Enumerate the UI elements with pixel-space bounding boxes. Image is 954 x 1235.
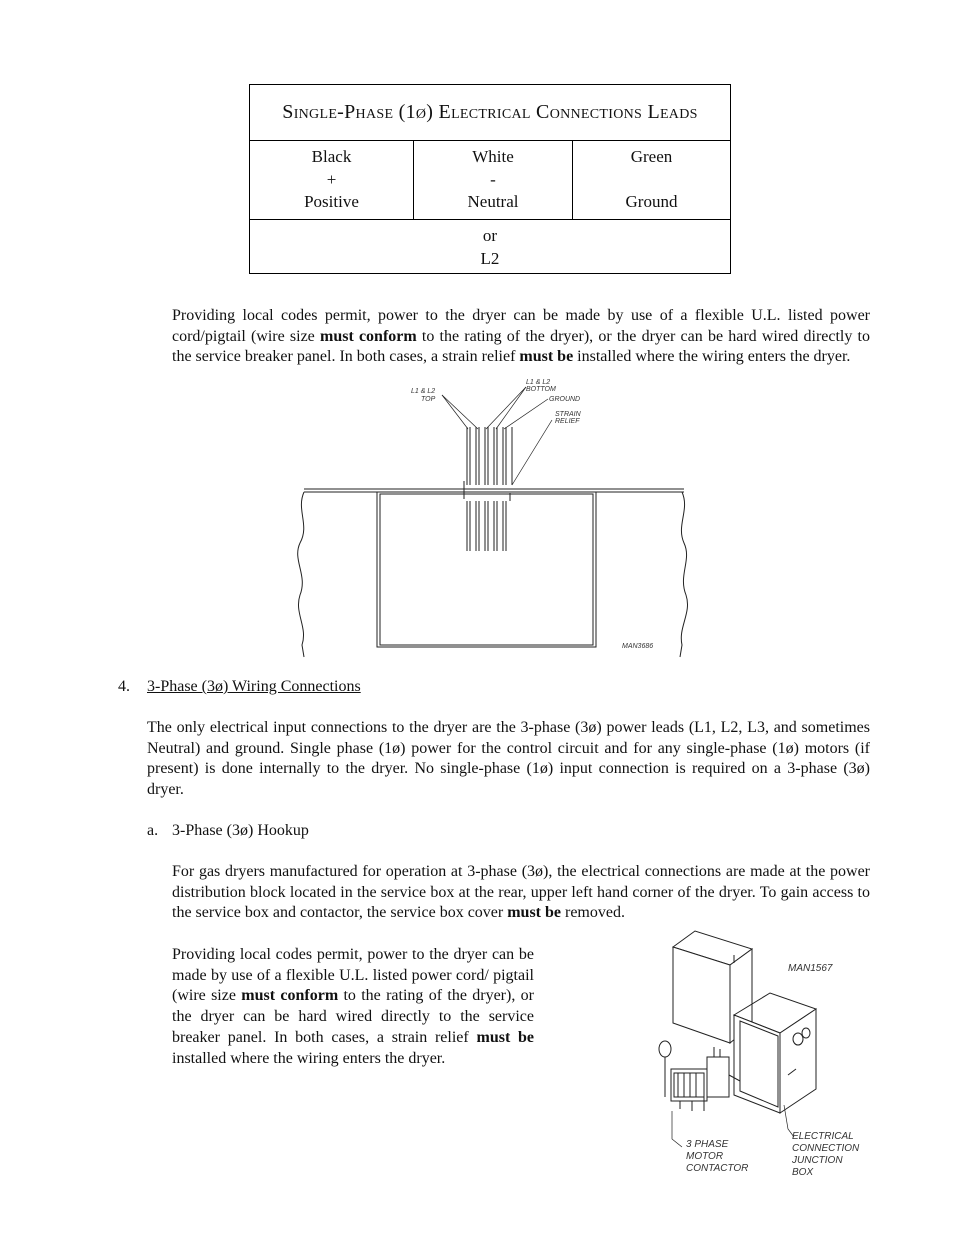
label-contactor: CONTACTOR bbox=[686, 1163, 749, 1174]
text-run: removed. bbox=[561, 904, 625, 922]
label-strain-relief: RELIEF bbox=[555, 418, 580, 425]
lead-meaning: Neutral bbox=[467, 192, 519, 211]
leads-table-title-cell bbox=[250, 85, 731, 141]
text-run: Providing local codes permit, power to the dryer can be made by use of a flexible U.L. listed power cord/ pigtail (wire size bbox=[172, 946, 534, 1005]
wires-below bbox=[467, 501, 506, 551]
power-cord-paragraph bbox=[172, 306, 870, 368]
leads-table-title: Single-Phase (1ø) Electrical Connections Leads bbox=[282, 100, 698, 123]
fastener bbox=[659, 1041, 671, 1057]
wiring-entry-diagram bbox=[290, 375, 690, 665]
hookup-paragraph bbox=[172, 862, 870, 924]
bold-run: must be bbox=[519, 348, 574, 366]
text-run: For gas dryers manufactured for operation at 3-phase (3ø), the electrical connections are made at the power distribution block located in the service box at the rear, upper left hand corner of the dryer. To gain access to the service box and contactor, the service box cover bbox=[172, 863, 870, 922]
service-box-diagram bbox=[650, 925, 870, 1180]
label-strain-relief: STRAIN bbox=[555, 411, 581, 418]
subsection-label: a. bbox=[147, 822, 159, 839]
leads-alt-l2: L2 bbox=[480, 248, 500, 268]
label-ground: GROUND bbox=[549, 396, 581, 403]
label-junction-box: JUNCTION bbox=[792, 1155, 843, 1166]
text-run: to the rating of the dryer), or the dryer can be hard wired directly to the service breaker panel. In both cases, a strain relief bbox=[172, 327, 871, 366]
lead-sign: - bbox=[490, 169, 496, 189]
lead-sign: + bbox=[326, 169, 337, 189]
lead-color: Black bbox=[311, 147, 352, 166]
access-panel-inner bbox=[380, 494, 593, 645]
left-break-edge bbox=[298, 492, 304, 657]
three-phase-paragraph: The only electrical input connections to the dryer are the 3-phase (3ø) power leads (L1, L2, L3, and sometimes Neutral) and ground. Single phase (1ø) power for the control circuit and for any single-phase (1ø) motors (if present) is done internally to the dryer. No single-phase (1ø) input connection is required on a 3-phase (3ø) dryer. bbox=[147, 719, 870, 799]
text-run: Providing local codes permit, power to the dryer can be made by use of a flexible U.L. listed power cord/pigtail (wire size bbox=[172, 307, 870, 345]
right-break-edge bbox=[680, 492, 688, 657]
bold-run: must conform bbox=[319, 327, 417, 345]
hookup-cord-paragraph bbox=[172, 945, 534, 1069]
lead-meaning: Ground bbox=[625, 192, 678, 211]
subsection-heading: 3-Phase (3ø) Hookup bbox=[172, 822, 309, 839]
label-l1l2-top: TOP bbox=[421, 396, 436, 403]
figure-code: MAN1567 bbox=[788, 963, 833, 974]
label-junction-box: BOX bbox=[792, 1167, 814, 1178]
wires-above bbox=[467, 427, 512, 485]
bold-run: must be bbox=[507, 904, 561, 922]
label-contactor: 3 PHASE bbox=[686, 1139, 729, 1150]
label-junction-box: CONNECTION bbox=[792, 1143, 860, 1154]
figure-code: MAN3686 bbox=[622, 643, 654, 650]
lead-black-cell bbox=[250, 141, 414, 220]
access-panel bbox=[377, 492, 596, 647]
section-number: 4. bbox=[118, 678, 130, 695]
label-l1l2-top: L1 & L2 bbox=[411, 388, 436, 395]
label-junction-box: ELECTRICAL bbox=[792, 1131, 854, 1142]
lead-color: Green bbox=[630, 147, 673, 166]
label-l1l2-bottom: BOTTOM bbox=[526, 386, 556, 393]
leads-alt-cell bbox=[250, 220, 731, 274]
leads-alt-or: or bbox=[482, 226, 498, 245]
text-run: installed where the wiring enters the dryer. bbox=[573, 348, 851, 366]
lead-white-cell bbox=[414, 141, 573, 220]
text-run: to the rating of the dryer), or the dryer can be hard wired directly to the service breaker panel. In both cases, a strain relief bbox=[172, 987, 534, 1046]
bold-run: must be bbox=[476, 1028, 535, 1046]
lead-sign bbox=[573, 169, 730, 192]
label-contactor: MOTOR bbox=[686, 1151, 724, 1162]
bold-run: must conform bbox=[241, 987, 339, 1005]
leads-table bbox=[249, 84, 731, 274]
motor-contactor bbox=[671, 1047, 740, 1111]
lead-color: White bbox=[472, 147, 514, 166]
lead-green-cell bbox=[573, 141, 731, 220]
label-l1l2-bottom: L1 & L2 bbox=[526, 379, 551, 386]
text-run: installed where the wiring enters the dryer. bbox=[172, 1049, 446, 1067]
section-heading: 3-Phase (3ø) Wiring Connections bbox=[147, 678, 361, 695]
lead-meaning: Positive bbox=[304, 192, 359, 211]
